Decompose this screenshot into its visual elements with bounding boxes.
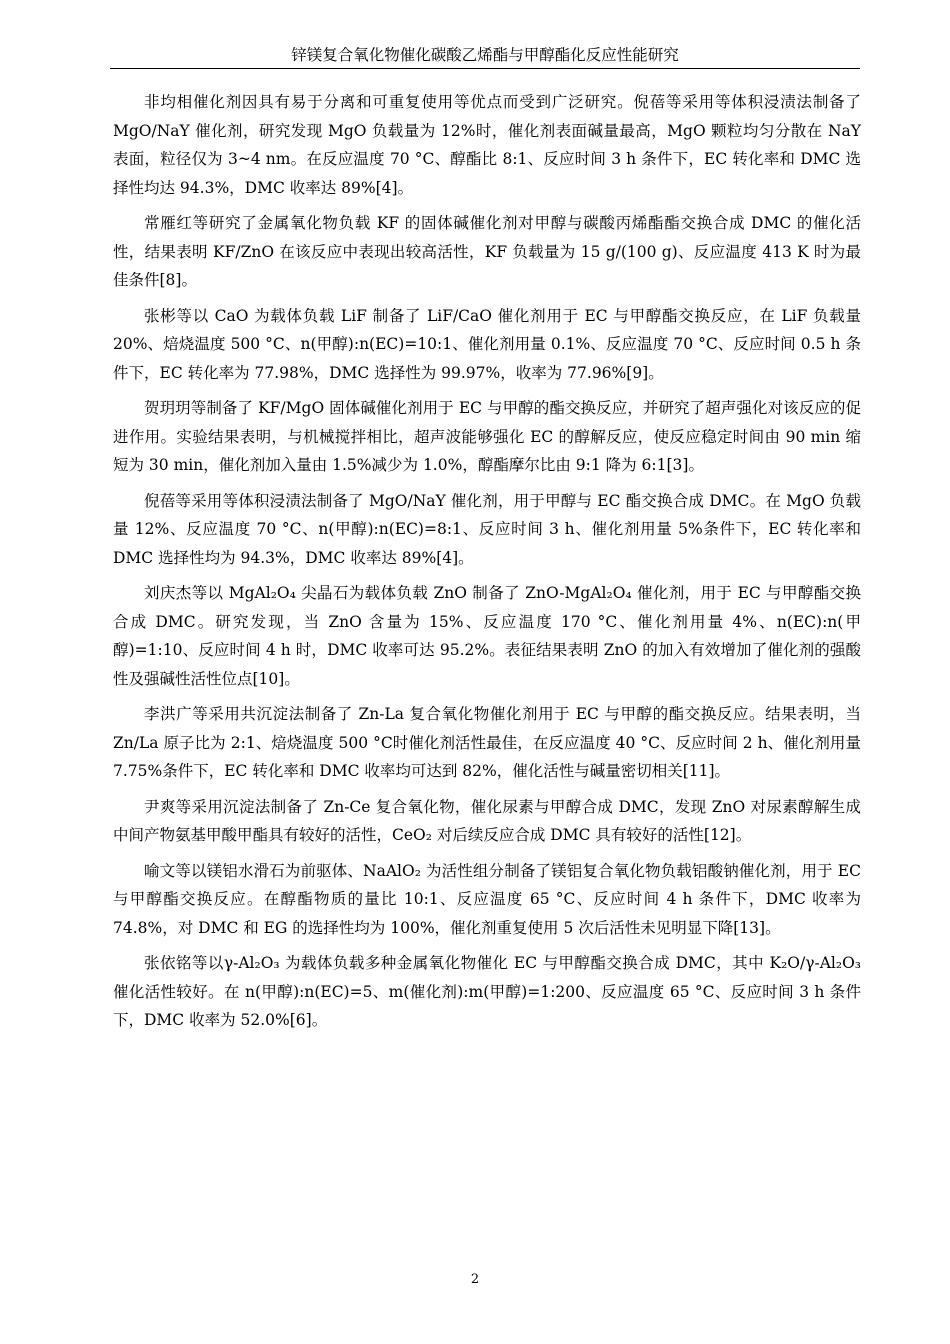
- page-number: 2: [470, 1272, 480, 1287]
- paragraph: 喻文等以镁铝水滑石为前驱体、NaAlO₂ 为活性组分制备了镁铝复合氧化物负载铝酸钠催化剂，用于 EC 与甲醇酯交换反应。在醇酯物质的量比 10:1、反应温度 65 °C、反应时间 4 h 条件下，DMC 收率为 74.8%，对 DMC 和 EG 的选择性均为 100%，催化剂重复使用 5 次后活性未见明显下降[13]。: [113, 861, 861, 937]
- document-body: [113, 88, 861, 1042]
- paragraph: 刘庆杰等以 MgAl₂O₄ 尖晶石为载体负载 ZnO 制备了 ZnO-MgAl₂O₄ 催化剂，用于 EC 与甲醇酯交换合成 DMC。研究发现，当 ZnO 含量为 15%、反应温度 170 °C、催化剂用量 4%、n(EC):n(甲醇)=1:10、反应时间 4 h 时，DMC 收率可达 95.2%。表征结果表明 ZnO 的加入有效增加了催化剂的强酸性及强碱性活性位点[10]。: [113, 584, 861, 688]
- paragraph: 张彬等以 CaO 为载体负载 LiF 制备了 LiF/CaO 催化剂用于 EC 与甲醇酯交换反应，在 LiF 负载量 20%、焙烧温度 500 °C、n(甲醇):n(EC)=10:1、催化剂用量 0.1%、反应温度 70 °C、反应时间 0.5 h 条件下，EC 转化率为 77.98%，DMC 选择性为 99.97%，收率为 77.96%[9]。: [113, 306, 861, 382]
- paragraph: 尹爽等采用沉淀法制备了 Zn-Ce 复合氧化物，催化尿素与甲醇合成 DMC，发现 ZnO 对尿素醇解生成中间产物氨基甲酸甲酯具有较好的活性，CeO₂ 对后续反应合成 DMC 具有较好的活性[12]。: [113, 797, 861, 844]
- paragraph: 倪蓓等采用等体积浸渍法制备了 MgO/NaY 催化剂，用于甲醇与 EC 酯交换合成 DMC。在 MgO 负载量 12%、反应温度 70 °C、n(甲醇):n(EC)=8:1、反应时间 3 h、催化剂用量 5%条件下，EC 转化率和 DMC 选择性均为 94.3%，DMC 收率达 89%[4]。: [113, 491, 861, 567]
- paragraph: 张依铭等以γ-Al₂O₃ 为载体负载多种金属氧化物催化 EC 与甲醇酯交换合成 DMC，其中 K₂O/γ-Al₂O₃ 催化活性较好。在 n(甲醇):n(EC)=5、m(催化剂):m(甲醇)=1:200、反应温度 65 °C、反应时间 3 h 条件下，DMC 收率为 52.0%[6]。: [113, 954, 861, 1029]
- paragraph: 常雁红等研究了金属氧化物负载 KF 的固体碱催化剂对甲醇与碳酸丙烯酯酯交换合成 DMC 的催化活性，结果表明 KF/ZnO 在该反应中表现出较高活性，KF 负载量为 15 g/(100 g)、反应温度 413 K 时为最佳条件[8]。: [113, 214, 861, 289]
- paragraph: 李洪广等采用共沉淀法制备了 Zn-La 复合氧化物催化剂用于 EC 与甲醇的酯交换反应。结果表明，当 Zn/La 原子比为 2:1、焙烧温度 500 °C时催化剂活性最佳，在反应温度 40 °C、反应时间 2 h、催化剂用量 7.75%条件下，EC 转化率和 DMC 收率均可达到 82%，催化活性与碱量密切相关[11]。: [113, 705, 861, 780]
- paragraph: 非均相催化剂因具有易于分离和可重复使用等优点而受到广泛研究。倪蓓等采用等体积浸渍法制备了 MgO/NaY 催化剂，研究发现 MgO 负载量为 12%时，催化剂表面碱量最高，MgO 颗粒均匀分散在 NaY 表面，粒径仅为 3~4 nm。在反应温度 70 °C、醇酯比 8:1、反应时间 3 h 条件下，EC 转化率和 DMC 选择性均达 94.3%，DMC 收率达 89%[4]。: [113, 93, 861, 197]
- paragraph: 贺玥玥等制备了 KF/MgO 固体碱催化剂用于 EC 与甲醇的酯交换反应，并研究了超声强化对该反应的促进作用。实验结果表明，与机械搅拌相比，超声波能够强化 EC 的醇解反应，使反应稳定时间由 90 min 缩短为 30 min，催化剂加入量由 1.5%减少为 1.0%，醇酯摩尔比由 9:1 降为 6:1[3]。: [113, 399, 861, 474]
- running-header: 锌镁复合氧化物催化碳酸乙烯酯与甲醇酯化反应性能研究: [110, 42, 860, 69]
